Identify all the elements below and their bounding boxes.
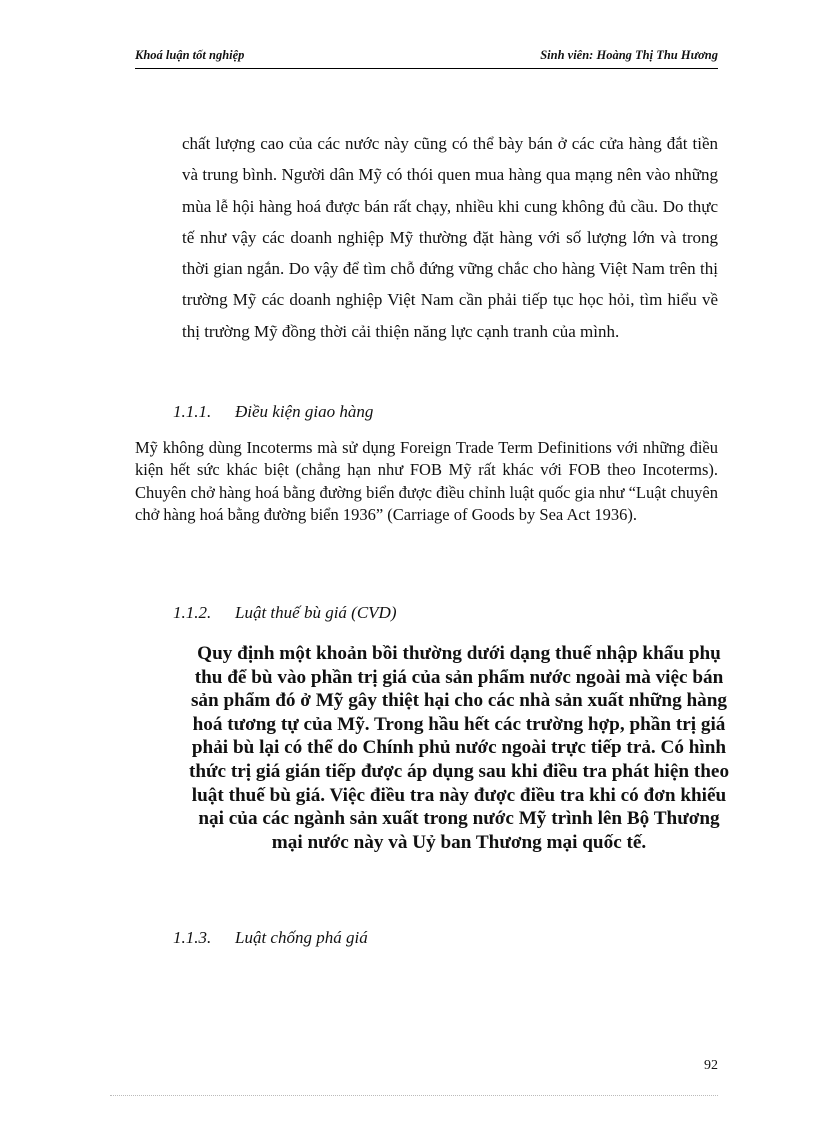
paragraph-delivery-terms: Mỹ không dùng Incoterms mà sử dụng Foreign Trade Term Definitions với những điều kiện hết sức khác biệt (chẳng hạn như FOB Mỹ rất khác với FOB theo Incoterms). Chuyên chở hàng hoá bằng đường biển được điều chỉnh luật quốc gia như “Luật chuyên chở hàng hoá bằng đường biển 1936” (Carriage of Goods by Sea Act 1936). [135, 438, 718, 524]
header-right-author: Sinh viên: Hoàng Thị Thu Hương [540, 48, 718, 62]
footer-divider [110, 1095, 718, 1097]
paragraph-intro: chất lượng cao của các nước này cũng có thể bày bán ở các cửa hàng đắt tiền và trung bình. Người dân Mỹ có thói quen mua hàng qua mạng nên vào những mùa lễ hội hàng hoá được bán rất chạy, nhiều khi cung không đủ cầu. Do thực tế như vậy các doanh nghiệp Mỹ thường đặt hàng với số lượng lớn và trong thời gian ngắn. Do vậy để tìm chỗ đứng vững chắc cho hàng Việt Nam trên thị trường Mỹ các doanh nghiệp Việt Nam cần phải tiếp tục học hỏi, tìm hiểu về thị trường Mỹ đồng thời cải thiện năng lực cạnh tranh của mình. [182, 134, 718, 341]
section-heading-1-1-3 [173, 928, 368, 948]
section-title: Luật chống phá giá [235, 928, 368, 947]
page-header [135, 48, 718, 69]
section-title: Điều kiện giao hàng [235, 402, 374, 421]
paragraph-countervailing-duty: Quy định một khoản bồi thường dưới dạng thuế nhập khẩu phụ thu để bù vào phần trị giá của sản phẩm nước ngoài mà việc bán sản phẩm đó ở Mỹ gây thiệt hại cho các nhà sản xuất những hàng hoá tương tự của Mỹ. Trong hầu hết các trường hợp, phần trị giá phải bù lại có thể do Chính phủ nước ngoài trực tiếp trả. Có hình thức trị giá gián tiếp được áp dụng sau khi điều tra phát hiện theo luật thuế bù giá. Việc điều tra này được điều tra khi có đơn khiếu nại của các ngành sản xuất trong nước Mỹ trình lên Bộ Thương mại nước này và Uỷ ban Thương mại quốc tế. [188, 643, 730, 853]
header-left-title: Khoá luận tốt nghiệp [135, 48, 245, 62]
section-heading-1-1-1 [173, 402, 373, 422]
section-number: 1.1.3. [173, 928, 212, 947]
section-heading-1-1-2 [173, 603, 397, 623]
section-number: 1.1.2. [173, 603, 212, 622]
section-title: Luật thuế bù giá (CVD) [235, 603, 397, 622]
page-number: 92 [704, 1058, 718, 1073]
section-number: 1.1.1. [173, 402, 212, 421]
